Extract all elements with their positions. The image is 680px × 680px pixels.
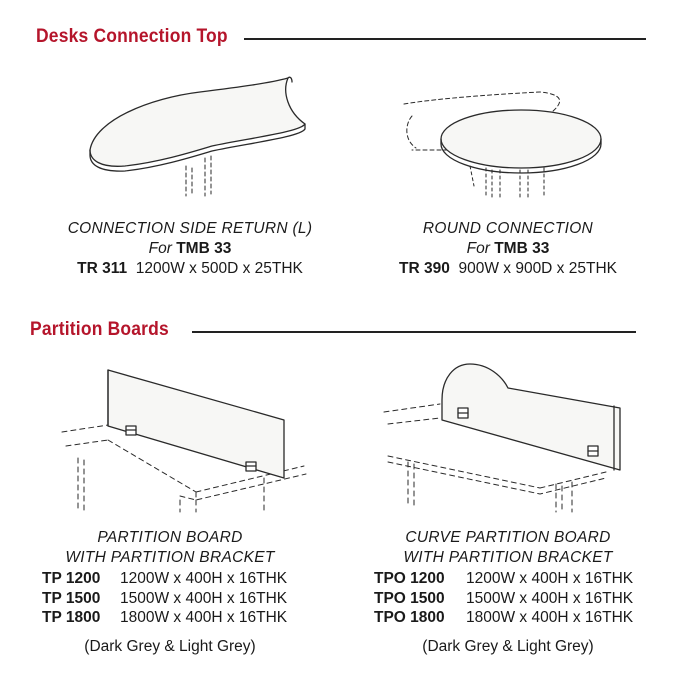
product-code: TP 1800 — [42, 609, 101, 626]
spec-row — [374, 608, 633, 628]
partition-board-illustration — [62, 370, 306, 512]
product-dims: 1200W x 500D x 25THK — [135, 260, 303, 277]
for-prefix: For — [466, 240, 490, 257]
round-connection-caption — [358, 219, 658, 279]
product-name-round-connection: ROUND CONNECTION — [422, 220, 594, 237]
product-name-partition-board-line1: PARTITION BOARD — [97, 529, 243, 546]
side-return-top-illustration — [90, 77, 305, 196]
curve-partition-board-illustration — [384, 364, 620, 512]
spec-row — [42, 608, 287, 628]
product-dims: 1200W x 400H x 16THK — [120, 570, 288, 587]
product-code: TR 311 — [77, 260, 128, 277]
product-code: TPO 1500 — [374, 589, 445, 607]
product-dims: 1500W x 400H x 16THK — [120, 589, 288, 607]
product-code: TP 1200 — [42, 570, 101, 587]
product-dims: 1500W x 400H x 16THK — [466, 589, 634, 607]
for-prefix: For — [148, 240, 172, 257]
spec-row — [42, 569, 287, 589]
curve-partition-board-colors-note: (Dark Grey & Light Grey) — [422, 638, 594, 655]
product-code: TP 1500 — [42, 589, 101, 607]
spec-row-side-return — [40, 259, 340, 279]
product-name-side-return: CONNECTION SIDE RETURN (L) — [67, 220, 313, 237]
product-dims: 900W x 900D x 25THK — [458, 260, 617, 277]
product-dims: 1800W x 400H x 16THK — [120, 609, 288, 626]
product-code: TR 390 — [399, 260, 450, 277]
spec-row — [374, 589, 633, 609]
round-connection-illustration — [404, 92, 601, 198]
spec-row-round-connection — [358, 259, 658, 279]
spec-row — [42, 589, 287, 609]
curve-partition-board-caption — [358, 528, 658, 568]
product-dims: 1200W x 400H x 16THK — [466, 570, 634, 587]
section-title-partition-boards: Partition Boards — [30, 319, 169, 340]
product-name-curve-partition-line1: CURVE PARTITION BOARD — [405, 529, 611, 546]
side-return-caption — [40, 219, 340, 279]
partition-board-colors-note: (Dark Grey & Light Grey) — [84, 638, 256, 655]
partition-board-spec-list — [42, 569, 287, 628]
partition-board-caption — [20, 528, 320, 568]
section-title-desks-connection-top: Desks Connection Top — [36, 26, 228, 47]
spec-row — [374, 569, 633, 589]
for-line-side-return — [40, 239, 340, 259]
product-code: TPO 1800 — [374, 609, 445, 626]
product-name-partition-board-line2: WITH PARTITION BRACKET — [65, 549, 275, 566]
product-dims: 1800W x 400H x 16THK — [466, 609, 634, 626]
for-model: TMB 33 — [494, 240, 550, 257]
for-line-round-connection — [358, 239, 658, 259]
curve-partition-board-spec-list — [374, 569, 633, 628]
for-model: TMB 33 — [176, 240, 232, 257]
product-name-curve-partition-line2: WITH PARTITION BRACKET — [403, 549, 613, 566]
product-code: TPO 1200 — [374, 570, 445, 587]
